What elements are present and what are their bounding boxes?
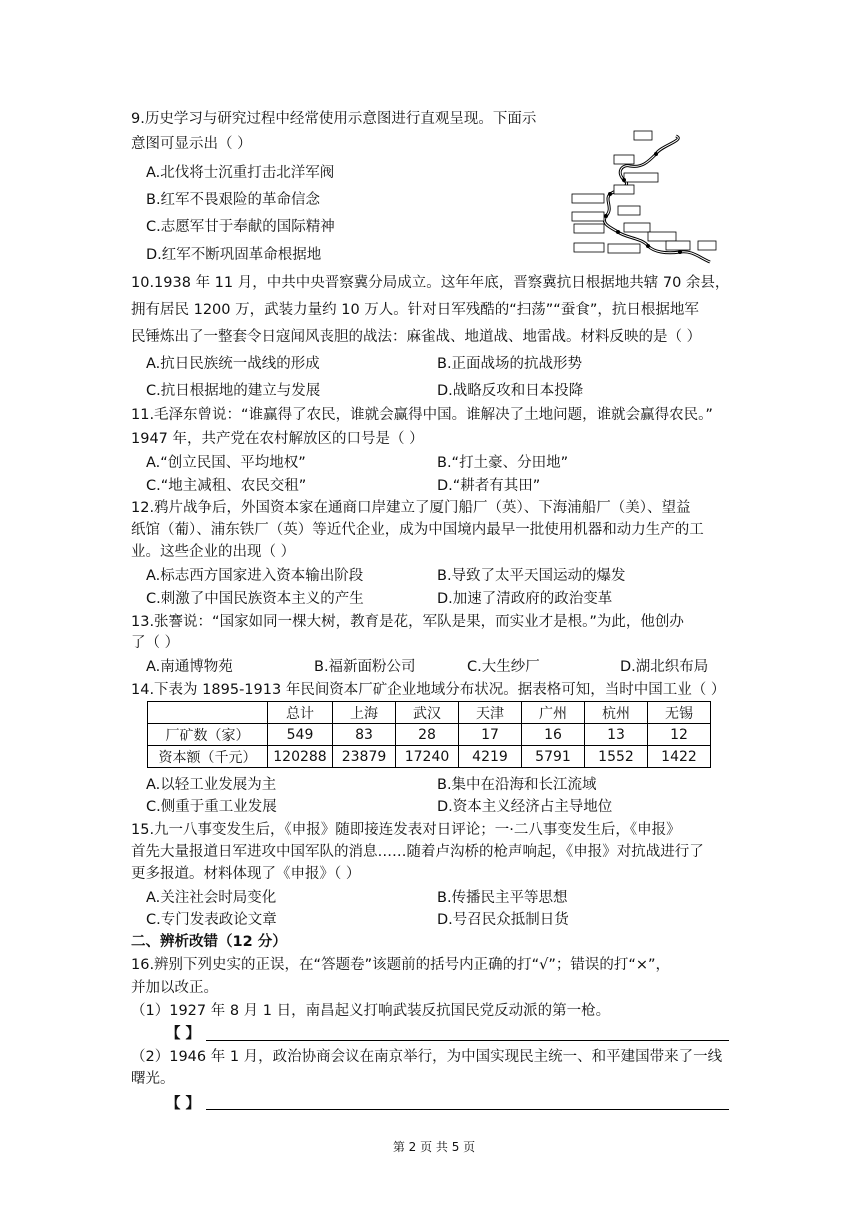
q12-stem-line2: 纸馆（葡）、浦东铁厂（英）等近代企业，成为中国境内最早一批使用机器和动力生产的工 [131, 522, 704, 538]
table-cell: 83 [333, 724, 396, 746]
q11-stem-line1: 11.毛泽东曾说：“谁赢得了农民，谁就会赢得中国。谁解决了土地问题，谁就会赢得农民。” [131, 407, 713, 423]
table-header-cell: 无锡 [648, 702, 711, 724]
q14-option-a: A.以轻工业发展为主 [146, 777, 277, 793]
q15-stem-line1: 15.九一八事变发生后，《申报》随即接连发表对日评论；一·二八事变发生后，《申报》 [131, 822, 681, 838]
table-row [148, 724, 711, 746]
q14-option-b: B.集中在沿海和长江流域 [437, 777, 597, 793]
q14-stem: 14.下表为 1895-1913 年民间资本厂矿企业地域分布状况。据表格可知，当时中国工业（ ） [131, 682, 726, 698]
q16-item2-bracket: 【 】 [166, 1096, 201, 1112]
q13-stem-line1: 13.张謇说：“国家如同一棵大树，教育是花，军队是果，而实业才是根。”为此，他创办 [131, 614, 684, 630]
table-header-cell: 武汉 [396, 702, 459, 724]
q11-option-a: A.“创立民国、平均地权” [146, 455, 306, 471]
q9-option-c: C.志愿军甘于奉献的国际精神 [146, 219, 335, 235]
table-cell: 12 [648, 724, 711, 746]
q15-option-d: D.号召民众抵制日货 [437, 912, 569, 928]
q13-option-b: B.福新面粉公司 [314, 659, 416, 675]
q13-stem-line2: 了（ ） [131, 635, 180, 651]
table-header-cell: 天津 [459, 702, 522, 724]
q9-option-d: D.红军不断巩固革命根据地 [146, 247, 322, 263]
q9-stem-line2: 意图可显示出（ ） [131, 136, 252, 152]
table-header-cell: 广州 [522, 702, 585, 724]
q11-option-b: B.“打土豪、分田地” [437, 455, 569, 471]
q9-option-b: B.红军不畏艰险的革命信念 [146, 192, 321, 208]
table-cell: 28 [396, 724, 459, 746]
q13-option-d: D.湖北织布局 [620, 659, 709, 675]
q9-option-a: A.北伐将士沉重打击北洋军阀 [146, 165, 335, 181]
table-header-cell: 总计 [268, 702, 333, 724]
q10-option-d: D.战略反攻和日本投降 [437, 383, 584, 399]
q13-option-a: A.南通博物苑 [146, 659, 233, 675]
q16-item1-bracket: 【 】 [166, 1026, 201, 1042]
page-number-footer: 第 2 页 共 5 页 [392, 1140, 476, 1154]
table-header-cell: 杭州 [585, 702, 648, 724]
q12-option-c: C.刺激了中国民族资本主义的产生 [146, 591, 364, 607]
q12-option-a: A.标志西方国家进入资本输出阶段 [146, 568, 364, 584]
table-cell: 120288 [268, 746, 333, 768]
q15-option-a: A.关注社会时局变化 [146, 890, 277, 906]
q10-stem-line3: 民锤炼出了一整套令日寇闻风丧胆的战法：麻雀战、地道战、地雷战。材料反映的是（ ） [131, 329, 702, 345]
table-cell: 资本额（千元） [148, 746, 268, 768]
q12-stem-line1: 12.鸦片战争后，外国资本家在通商口岸建立了厦门船厂（英）、下海浦船厂（美）、望益 [131, 500, 691, 516]
q10-option-c: C.抗日根据地的建立与发展 [146, 383, 321, 399]
q16-item2-line2: 曙光。 [131, 1071, 175, 1087]
q16-item2-line1: （2）1946 年 1 月，政治协商会议在南京举行，为中国实现民主统一、和平建国带来了一线 [131, 1049, 723, 1065]
enterprise-distribution-table [147, 701, 711, 768]
q11-option-c: C.“地主减租、农民交租” [146, 478, 307, 494]
q15-stem-line3: 更多报道。材料体现了《申报》（ ） [131, 866, 361, 882]
q11-stem-line2: 1947 年，共产党在农村解放区的口号是（ ） [131, 431, 424, 447]
q15-stem-line2: 首先大量报道日军进攻中国军队的消息……随着卢沟桥的枪声响起，《申报》对抗战进行了 [131, 844, 704, 860]
q11-option-d: D.“耕者有其田” [437, 478, 541, 494]
q16-stem-line1: 16.辨别下列史实的正误，在“答题卷”该题前的括号内正确的打“√”；错误的打“×”， [131, 957, 671, 973]
route-map-figure [568, 128, 718, 278]
table-cell: 17 [459, 724, 522, 746]
q16-stem-line2: 并加以改正。 [131, 980, 218, 996]
table-cell: 17240 [396, 746, 459, 768]
table-header-cell: 上海 [333, 702, 396, 724]
table-cell: 1552 [585, 746, 648, 768]
table-header-row [148, 702, 711, 724]
q16-item2-answer-line[interactable] [206, 1109, 729, 1110]
q10-option-a: A.抗日民族统一战线的形成 [146, 356, 320, 372]
q12-stem-line3: 业。这些企业的出现（ ） [131, 544, 296, 560]
q15-option-b: B.传播民主平等思想 [437, 890, 568, 906]
table-cell: 16 [522, 724, 585, 746]
q14-option-d: D.资本主义经济占主导地位 [437, 799, 613, 815]
q16-item1-answer-line[interactable] [206, 1040, 729, 1041]
table-cell: 4219 [459, 746, 522, 768]
section-2-title: 二、辨析改错（12 分） [131, 934, 287, 950]
table-cell: 13 [585, 724, 648, 746]
table-cell: 1422 [648, 746, 711, 768]
table-cell: 5791 [522, 746, 585, 768]
q9-stem-line1: 9.历史学习与研究过程中经常使用示意图进行直观呈现。下面示 [131, 111, 537, 127]
q12-option-d: D.加速了清政府的政治变革 [437, 591, 613, 607]
q14-option-c: C.侧重于重工业发展 [146, 799, 277, 815]
q15-option-c: C.专门发表政论文章 [146, 912, 277, 928]
table-cell: 549 [268, 724, 333, 746]
q10-stem-line1: 10.1938 年 11 月，中共中央晋察冀分局成立。这年年底，晋察冀抗日根据地共辖 70 余县， [131, 275, 730, 291]
q12-option-b: B.导致了太平天国运动的爆发 [437, 568, 626, 584]
q13-option-c: C.大生纱厂 [467, 659, 540, 675]
q10-stem-line2: 拥有居民 1200 万，武装力量约 10 万人。针对日军残酷的“扫荡”“蚕食”，抗日根据地军 [131, 302, 699, 318]
table-row [148, 746, 711, 768]
table-cell: 厂矿数（家） [148, 724, 268, 746]
table-header-cell [148, 702, 268, 724]
table-cell: 23879 [333, 746, 396, 768]
q16-item1: （1）1927 年 8 月 1 日，南昌起义打响武装反抗国民党反动派的第一枪。 [131, 1003, 611, 1019]
q10-option-b: B.正面战场的抗战形势 [437, 356, 583, 372]
